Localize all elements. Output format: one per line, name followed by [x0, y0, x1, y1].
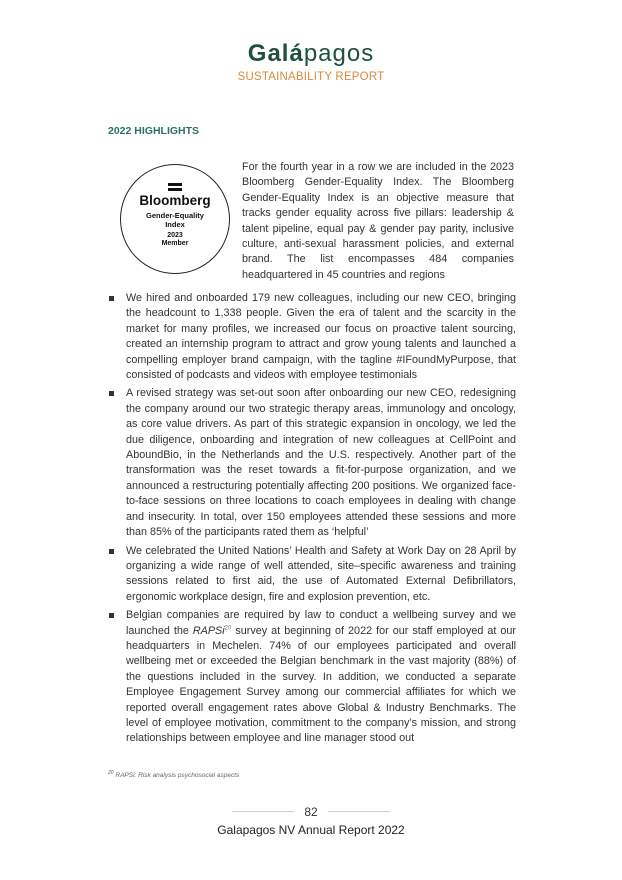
- footnote-ref: 20: [224, 624, 232, 631]
- bloomberg-bars-icon: [168, 183, 182, 191]
- badge-brand: Bloomberg: [139, 193, 211, 208]
- footnote: $^{20}$ RAPSi: Risk analysis psychosocial aspects: [108, 770, 240, 780]
- list-item: We celebrated the United Nations’ Health and Safety at Work Day on 28 April by organizing a wide range of well attended, site–specific awareness and training sessions related to first aid, the use of Automated External Defibrillators, ergonomic workplace design, fire and explosion prevention, etc.: [108, 544, 516, 606]
- intro-paragraph: For the fourth year in a row we are included in the 2023 Bloomberg Gender-Equality Index. The Bloomberg Gender-Equality Index is an objective measure that tracks gender equality across five pillars: leadership & talent pipeline, equal pay & gender pay parity, inclusive culture, anti-sexual harassment policies, and external brand. The list encompasses 484 companies headquartered in 45 countries and regions: [242, 161, 514, 281]
- page-header: [0, 40, 622, 83]
- badge-member: Member: [161, 240, 189, 247]
- badge-line2: Index: [165, 220, 185, 229]
- page-footer: Galapagos NV Annual Report 2022: [217, 823, 405, 837]
- bullet-square-icon: [109, 391, 114, 396]
- bloomberg-gei-badge: [120, 164, 230, 274]
- page-number: 82: [304, 804, 318, 819]
- divider: [232, 811, 294, 812]
- bullet-square-icon: [109, 549, 114, 554]
- divider: [328, 811, 390, 812]
- rapsi-term: RAPSi: [192, 624, 225, 637]
- report-subtitle: SUSTAINABILITY REPORT: [237, 71, 385, 83]
- bullet-square-icon: [109, 613, 114, 618]
- list-item: We hired and onboarded 179 new colleagues, including our new CEO, bringing the headcount to 1,338 people. Given the era of talent and the scarcity in the market for many profiles, we increased our focus on proactive talent sourcing, created an internship program to attract and grow young talents and launched a compelling employer brand campaign, with the tagline #IFoundMyPurpose, that consisted of podcasts and videos with employee testimonials: [108, 291, 516, 383]
- list-item: A revised strategy was set-out soon after onboarding our new CEO, redesigning the company around our two strategic therapy areas, immunology and oncology, as core value drivers. As part of this strategic expansion in oncology, we led the due diligence, onboarding and integration of new colleagues at CellPoint and AboundBio, in the Netherlands and the U.S. respectively. Another part of the transformation was the reset towards a fit-for-purpose organization, and we announced a restructuring potentially affecting 200 positions. We organized face-to-face sessions on three locations to coach employees in dealing with change and insecurity. In total, over 150 employees attended these sessions and more than 85% of the participants rated them as ‘helpful’: [108, 386, 516, 540]
- section-title: 2022 HIGHLIGHTS: [108, 125, 200, 137]
- highlights-list: [108, 291, 516, 750]
- galapagos-logo: Galápagos: [247, 40, 375, 67]
- bullet-square-icon: [109, 296, 114, 301]
- badge-year: 2023: [167, 232, 183, 239]
- badge-line1: Gender-Equality: [146, 211, 204, 220]
- page-number-row: [0, 803, 622, 821]
- list-item: Belgian companies are required by law to conduct a wellbeing survey and we launched the RAPSi$^{20}$ survey at beginning of 2022 for our staff employed at our headquarters in Mechelen. 74% of our employees participated and overall wellbeing met or exceeded the Belgian benchmark in the vast majority (88%) of the questions included in the survey. In addition, we conducted a separate Employee Engagement Survey among our commercial affiliates for which we reported overall engagement rates above Global & Industry Benchmarks. The level of employee motivation, commitment to the company’s mission, and strong relationships between employee and line manager stood out: [108, 608, 516, 747]
